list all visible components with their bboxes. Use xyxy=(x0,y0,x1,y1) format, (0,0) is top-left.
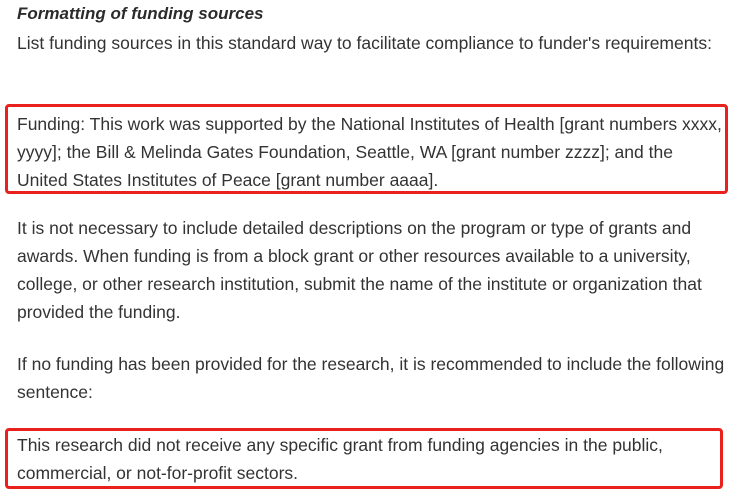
funding-example-box xyxy=(5,104,728,194)
no-funding-paragraph: If no funding has been provided for the research, it is recommended to include the following sentence: xyxy=(17,354,725,402)
section-heading: Formatting of funding sources xyxy=(17,4,264,23)
no-funding-example-text: This research did not receive any specific grant from funding agencies in the public, commercial, or not-for-profit sectors. xyxy=(17,435,663,483)
funding-example-text: Funding: This work was supported by the National Institutes of Health [grant numbers xxxx, yyyy]; the Bill & Melinda Gates Foundation, Seattle, WA [grant number zzzz]; and the United States Institutes of Peace [grant number aaaa]. xyxy=(17,114,722,190)
detail-paragraph: It is not necessary to include detailed descriptions on the program or type of grants and awards. When funding is from a block grant or other resources available to a university, college, or other research institution, submit the name of the institute or organization that provided the funding. xyxy=(17,218,702,322)
no-funding-example-box xyxy=(5,428,723,489)
intro-paragraph: List funding sources in this standard way to facilitate compliance to funder's requirements: xyxy=(17,33,712,53)
